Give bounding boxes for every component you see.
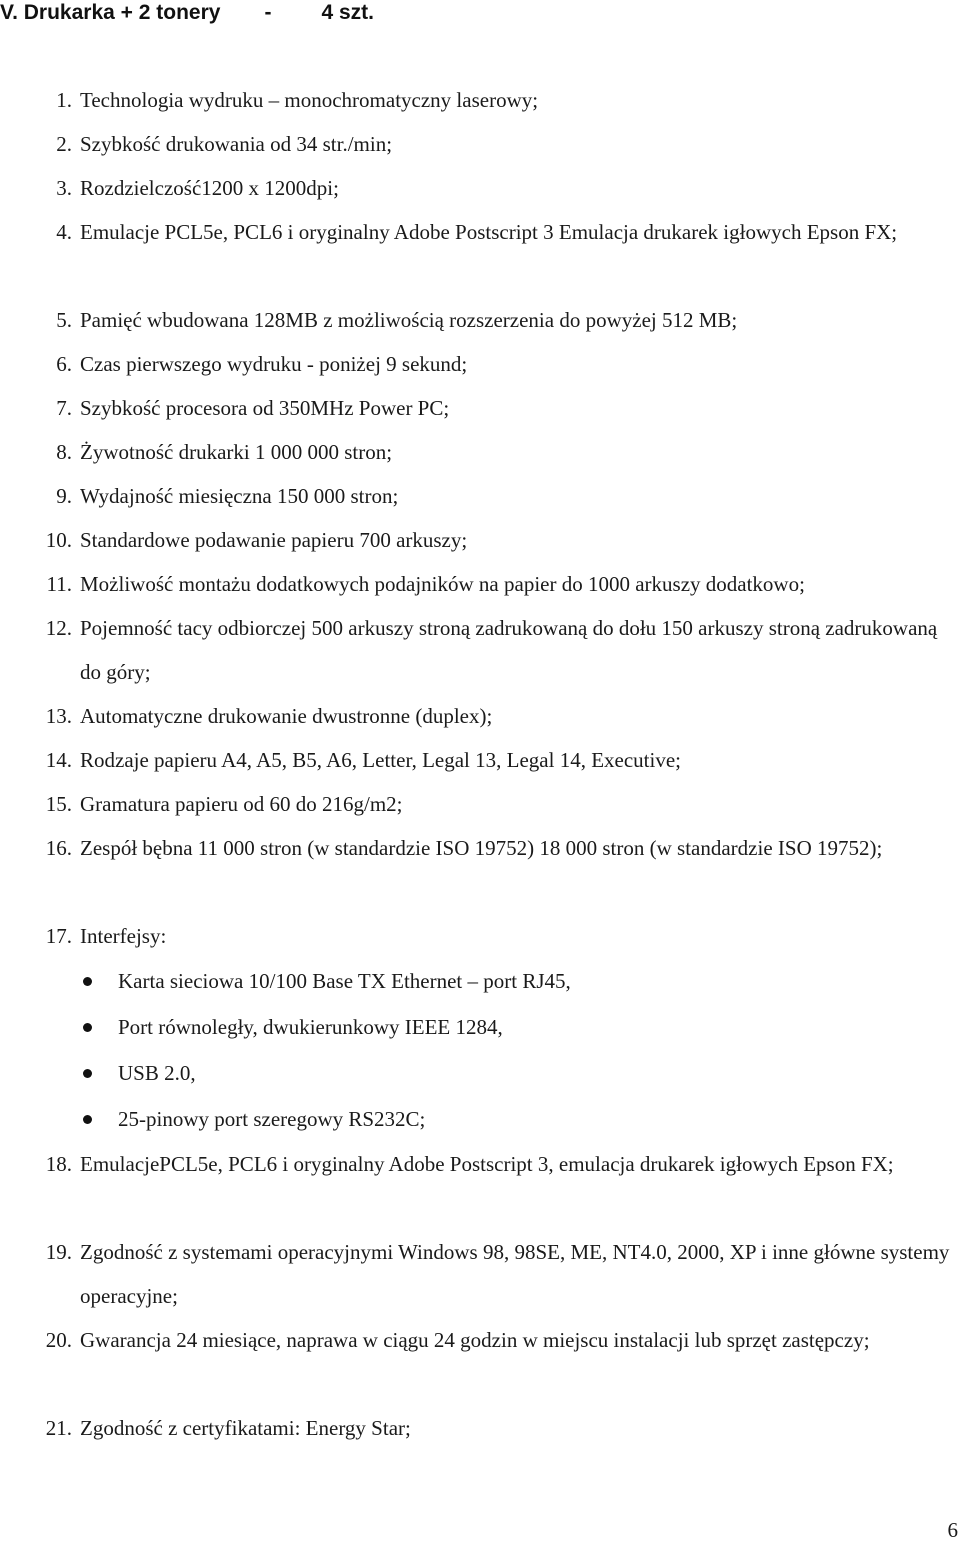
list-item bbox=[0, 694, 960, 738]
item-number: 4. bbox=[56, 220, 72, 244]
item-text: Gwarancja 24 miesiące, naprawa w ciągu 24 godzin w miejscu instalacji lub sprzęt zastępczy; bbox=[80, 1328, 870, 1352]
item-number: 19. bbox=[45, 1240, 72, 1264]
item-number: 3. bbox=[56, 176, 72, 200]
item-number: 13. bbox=[45, 704, 72, 728]
list-item bbox=[0, 1142, 960, 1230]
item-number: 1. bbox=[56, 88, 72, 112]
item-text: Zgodność z certyfikatami: Energy Star; bbox=[80, 1416, 411, 1440]
item-text: Automatyczne drukowanie dwustronne (duplex); bbox=[80, 704, 493, 728]
specification-list bbox=[0, 78, 960, 1450]
item-text: Pamięć wbudowana 128MB z możliwością rozszerzenia do powyżej 512 MB; bbox=[80, 308, 738, 332]
item-number: 16. bbox=[45, 836, 72, 860]
item-text: Gramatura papieru od 60 do 216g/m2; bbox=[80, 792, 403, 816]
interface-text: 25-pinowy port szeregowy RS232C; bbox=[118, 1107, 426, 1131]
list-item bbox=[0, 738, 960, 782]
item-number: 12. bbox=[45, 616, 72, 640]
item-number: 10. bbox=[45, 528, 72, 552]
heading-dash: - bbox=[264, 1, 272, 24]
list-item bbox=[0, 1318, 960, 1406]
item-number: 8. bbox=[56, 440, 72, 464]
list-item bbox=[0, 122, 960, 166]
bullet-icon bbox=[83, 1069, 92, 1078]
item-number: 17. bbox=[45, 924, 72, 948]
list-item bbox=[0, 210, 960, 298]
interface-item bbox=[0, 1096, 960, 1142]
item-number: 6. bbox=[56, 352, 72, 376]
item-text: Zgodność z systemami operacyjnymi Windows 98, 98SE, ME, NT4.0, 2000, XP i inne główne systemy operacyjne; bbox=[80, 1240, 950, 1308]
item-text: Żywotność drukarki 1 000 000 stron; bbox=[80, 440, 393, 464]
item-number: 18. bbox=[45, 1152, 72, 1176]
interface-item bbox=[0, 958, 960, 1004]
interface-text: Karta sieciowa 10/100 Base TX Ethernet – port RJ45, bbox=[118, 969, 571, 993]
item-text: Interfejsy: bbox=[80, 924, 167, 948]
bullet-icon bbox=[83, 977, 92, 986]
item-text: Emulacje PCL5e, PCL6 i oryginalny Adobe Postscript 3 Emulacja drukarek igłowych Epson FX; bbox=[80, 220, 898, 244]
item-text: Technologia wydruku – monochromatyczny laserowy; bbox=[80, 88, 539, 112]
item-number: 21. bbox=[45, 1416, 72, 1440]
heading-quantity: 4 szt. bbox=[321, 1, 374, 24]
item-number: 11. bbox=[46, 572, 72, 596]
item-text: Pojemność tacy odbiorczej 500 arkuszy stroną zadrukowaną do dołu 150 arkuszy stroną zadrukowaną do góry; bbox=[80, 616, 938, 684]
list-item bbox=[0, 78, 960, 122]
item-text: Szybkość procesora od 350MHz Power PC; bbox=[80, 396, 450, 420]
list-item bbox=[0, 914, 960, 958]
item-text: Możliwość montażu dodatkowych podajników na papier do 1000 arkuszy dodatkowo; bbox=[80, 572, 805, 596]
list-item bbox=[0, 1406, 960, 1450]
bullet-icon bbox=[83, 1023, 92, 1032]
interface-text: Port równoległy, dwukierunkowy IEEE 1284, bbox=[118, 1015, 503, 1039]
list-item bbox=[0, 1230, 960, 1318]
list-item bbox=[0, 474, 960, 518]
interface-item bbox=[0, 1050, 960, 1096]
item-number: 7. bbox=[56, 396, 72, 420]
bullet-icon bbox=[83, 1115, 92, 1124]
item-text: Rodzaje papieru A4, A5, B5, A6, Letter, Legal 13, Legal 14, Executive; bbox=[80, 748, 681, 772]
item-text: Wydajność miesięczna 150 000 stron; bbox=[80, 484, 399, 508]
list-item bbox=[0, 386, 960, 430]
item-text: Czas pierwszego wydruku - poniżej 9 sekund; bbox=[80, 352, 468, 376]
list-item bbox=[0, 782, 960, 826]
list-item bbox=[0, 166, 960, 210]
list-item bbox=[0, 606, 960, 694]
interface-text: USB 2.0, bbox=[118, 1061, 196, 1085]
heading-title: V. Drukarka + 2 tonery bbox=[0, 1, 221, 24]
list-item bbox=[0, 342, 960, 386]
page-number: 6 bbox=[947, 1518, 958, 1542]
item-text: Standardowe podawanie papieru 700 arkuszy; bbox=[80, 528, 468, 552]
item-number: 14. bbox=[45, 748, 72, 772]
list-item bbox=[0, 826, 960, 914]
item-number: 20. bbox=[45, 1328, 72, 1352]
list-item bbox=[0, 430, 960, 474]
list-item bbox=[0, 298, 960, 342]
interfaces-sublist-container bbox=[0, 958, 960, 1142]
item-number: 5. bbox=[56, 308, 72, 332]
interface-item bbox=[0, 1004, 960, 1050]
interfaces-sublist bbox=[0, 958, 960, 1142]
section-heading bbox=[0, 0, 374, 26]
item-text: Rozdzielczość1200 x 1200dpi; bbox=[80, 176, 339, 200]
item-number: 15. bbox=[45, 792, 72, 816]
item-number: 2. bbox=[56, 132, 72, 156]
item-number: 9. bbox=[56, 484, 72, 508]
list-item bbox=[0, 562, 960, 606]
item-text: Zespół bębna 11 000 stron (w standardzie ISO 19752) 18 000 stron (w standardzie ISO 19752); bbox=[80, 836, 883, 860]
item-text: Szybkość drukowania od 34 str./min; bbox=[80, 132, 393, 156]
list-item bbox=[0, 518, 960, 562]
item-text: EmulacjePCL5e, PCL6 i oryginalny Adobe Postscript 3, emulacja drukarek igłowych Epson FX; bbox=[80, 1152, 894, 1176]
